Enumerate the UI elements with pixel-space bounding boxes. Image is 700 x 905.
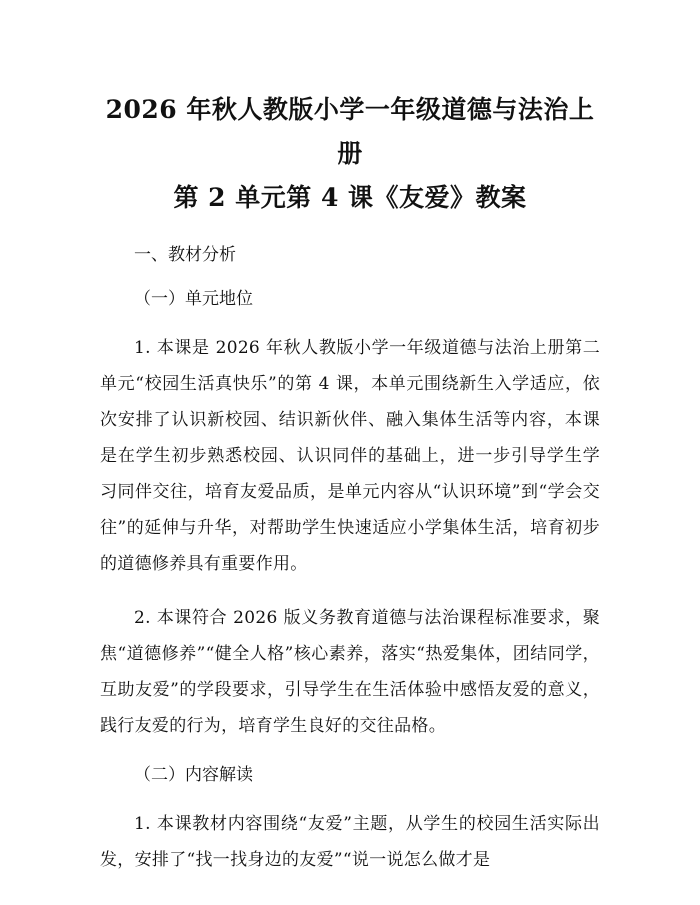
document-title-line-2: 第 2 单元第 4 课《友爱》教案 xyxy=(173,183,527,212)
paragraph-2: 2. 本课符合 2026 版义务教育道德与法治课程标准要求，聚焦“道德修养”“健全人格”核心素养，落实“热爱集体，团结同学，互助友爱”的学段要求，引导学生在生活体验中感悟友爱的意义，践行友爱的行为，培育学生良好的交往品格。 xyxy=(100,608,600,736)
document-body xyxy=(100,242,600,878)
paragraph-3: 1. 本课教材内容围绕“友爱”主题，从学生的校园生活实际出发，安排了“找一找身边的友爱”“说一说怎么做才是 xyxy=(100,814,600,870)
subsection-heading-content-interpretation: （二）内容解读 xyxy=(134,765,253,785)
section-heading-textbook-analysis: 一、教材分析 xyxy=(134,245,236,265)
paragraph-1: 1. 本课是 2026 年秋人教版小学一年级道德与法治上册第二单元“校园生活真快乐”的第 4 课，本单元围绕新生入学适应，依次安排了认识新校园、结识新伙伴、融入集体生活等内容，本课是在学生初步熟悉校园、认识同伴的基础上，进一步引导学生学习同伴交往，培育友爱品质，是单元内容从“认识环境”到“学会交往”的延伸与升华，对帮助学生快速适应小学集体生活，培育初步的道德修养具有重要作用。 xyxy=(100,338,600,574)
document-title-line-1: 2026 年秋人教版小学一年级道德与法治上册 xyxy=(105,95,595,168)
subsection-heading-unit-position: （一）单元地位 xyxy=(134,289,253,309)
